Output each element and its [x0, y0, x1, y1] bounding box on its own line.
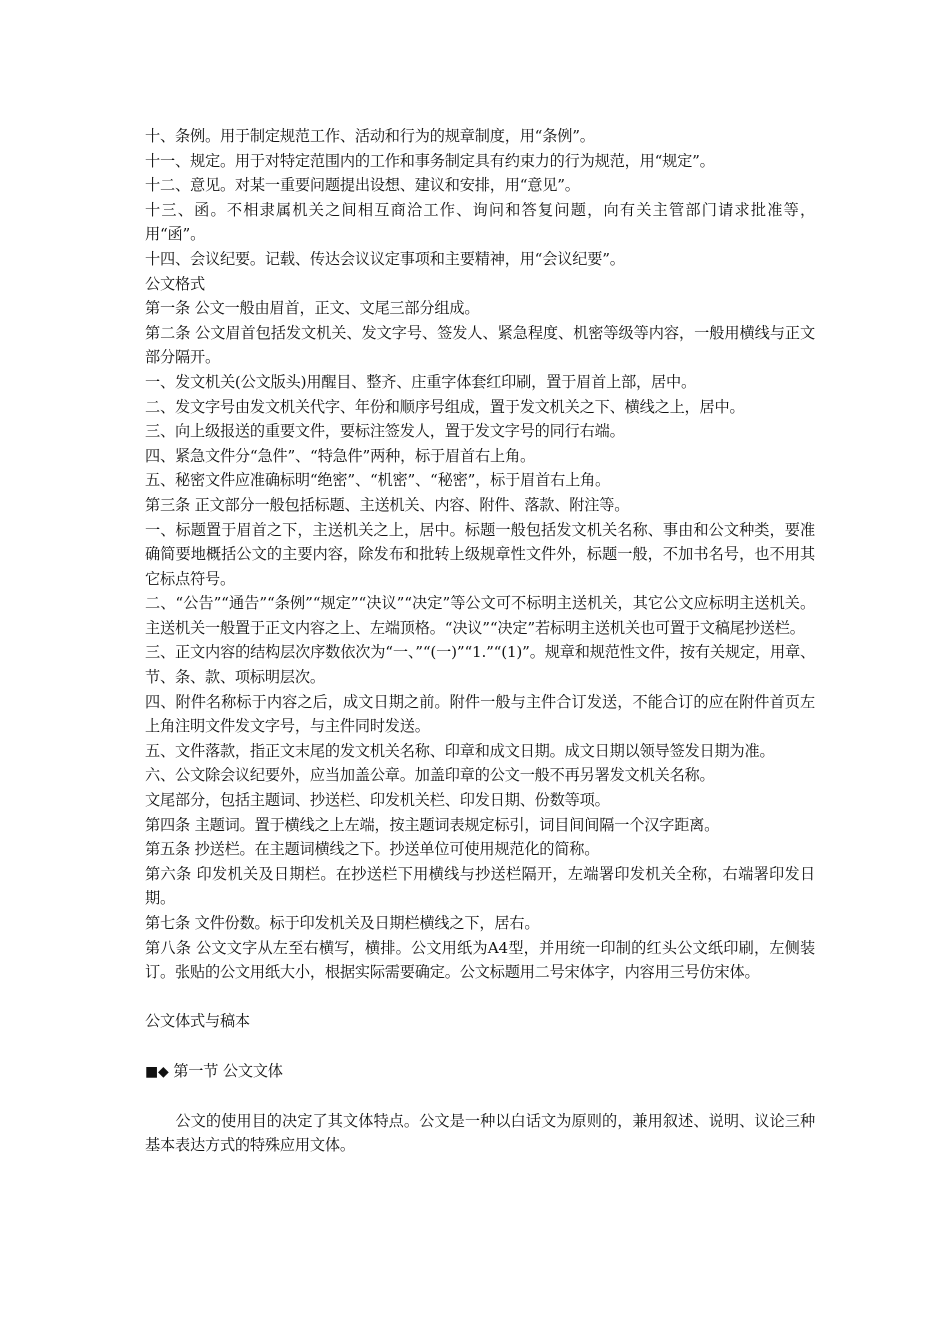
paragraph: 第八条 公文文字从左至右横写，横排。公文用纸为A4型，并用统一印制的红头公文纸印刷，左侧装订。张贴的公文用纸大小，根据实际需要确定。公文标题用二号宋体字，内容用三号仿宋体。	[145, 938, 815, 982]
paragraph: 一、发文机关(公文版头)用醒目、整齐、庄重字体套红印刷，置于眉首上部，居中。	[145, 372, 697, 391]
paragraph: 第一条 公文一般由眉首，正文、文尾三部分组成。	[145, 299, 480, 318]
paragraph: 第三条 正文部分一般包括标题、主送机关、内容、附件、落款、附注等。	[145, 495, 630, 514]
paragraph: 第七条 文件份数。标于印发机关及日期栏横线之下，居右。	[145, 914, 540, 932]
paragraph: 四、附件名称标于内容之后，成文日期之前。附件一般与主件合订发送，不能合订的应在附件首页左上角注明文件发文字号，与主件同时发送。	[145, 692, 815, 736]
blank-line	[145, 1084, 815, 1109]
paragraph: 三、向上级报送的重要文件，要标注签发人，置于发文字号的同行右端。	[145, 422, 625, 441]
paragraph: 二、“公告”“通告”“条例”“规定”“决议”“决定”等公文可不标明主送机关，其它公文应标明主送机关。主送机关一般置于正文内容之上、左端顶格。“决议”“决定”若标明主送机关也可置于文稿尾抄送栏。	[145, 594, 815, 637]
paragraph: 第六条 印发机关及日期栏。在抄送栏下用横线与抄送栏隔开，左端署印发机关全称，右端署印发日期。	[145, 864, 815, 908]
paragraph: 五、文件落款，指正文末尾的发文机关名称、印章和成文日期。成文日期以领导签发日期为准。	[145, 741, 775, 760]
paragraph: 十四、会议纪要。记载、传达会议议定事项和主要精神，用“会议纪要”。	[145, 249, 625, 268]
section-title: 公文体式与稿本	[145, 1012, 250, 1031]
paragraph: 第五条 抄送栏。在主题词横线之下。抄送单位可使用规范化的简称。	[145, 840, 600, 859]
document-page	[145, 124, 815, 1158]
square-diamond-bullet-icon: ■◆	[145, 1063, 169, 1080]
paragraph: 第四条 主题词。置于横线之上左端，按主题词表规定标引，词目间间隔一个汉字距离。	[145, 815, 720, 834]
paragraph: 六、公文除会议纪要外，应当加盖公章。加盖印章的公文一般不再另署发文机关名称。	[145, 766, 715, 785]
paragraph: 三、正文内容的结构层次序数依次为“一、”“(一)”“1.”“(1)”。规章和规范性文件，按有关规定，用章、节、条、款、项标明层次。	[145, 643, 815, 687]
paragraph: 十三、函。不相隶属机关之间相互商洽工作、询问和答复问题，向有关主管部门请求批准等，用“函”。	[145, 200, 815, 244]
paragraph: 十二、意见。对某一重要问题提出设想、建议和安排，用“意见”。	[145, 176, 580, 195]
subsection-title: 第一节 公文文体	[173, 1061, 283, 1080]
paragraph: 二、发文字号由发文机关代字、年份和顺序号组成，置于发文机关之下、横线之上，居中。	[145, 397, 745, 416]
paragraph: 四、紧急文件分“急件”、“特急件”两种，标于眉首右上角。	[145, 446, 535, 465]
paragraph: 第二条 公文眉首包括发文机关、发文字号、签发人、紧急程度、机密等级等内容，一般用横线与正文部分隔开。	[145, 323, 815, 367]
document-body	[145, 124, 815, 985]
paragraph: 公文格式	[145, 274, 205, 293]
paragraph: 文尾部分，包括主题词、抄送栏、印发机关栏、印发日期、份数等项。	[145, 791, 610, 810]
blank-line	[145, 985, 815, 1010]
paragraph: 五、秘密文件应准确标明“绝密”、“机密”、“秘密”，标于眉首右上角。	[145, 471, 611, 490]
paragraph: 十、条例。用于制定规范工作、活动和行为的规章制度，用“条例”。	[145, 127, 595, 145]
paragraph: 十一、规定。用于对特定范围内的工作和事务制定具有约束力的行为规范，用“规定”。	[145, 151, 715, 170]
blank-line	[145, 1034, 815, 1059]
subsection-heading	[145, 1059, 815, 1085]
paragraph: 一、标题置于眉首之下，主送机关之上，居中。标题一般包括发文机关名称、事由和公文种类，要准确简要地概括公文的主要内容，除发布和批转上级规章性文件外，标题一般，不加书名号，也不用其它标点符号。	[145, 520, 815, 588]
body-paragraph: 公文的使用目的决定了其文体特点。公文是一种以白话文为原则的，兼用叙述、说明、议论三种基本表达方式的特殊应用文体。	[145, 1111, 815, 1155]
